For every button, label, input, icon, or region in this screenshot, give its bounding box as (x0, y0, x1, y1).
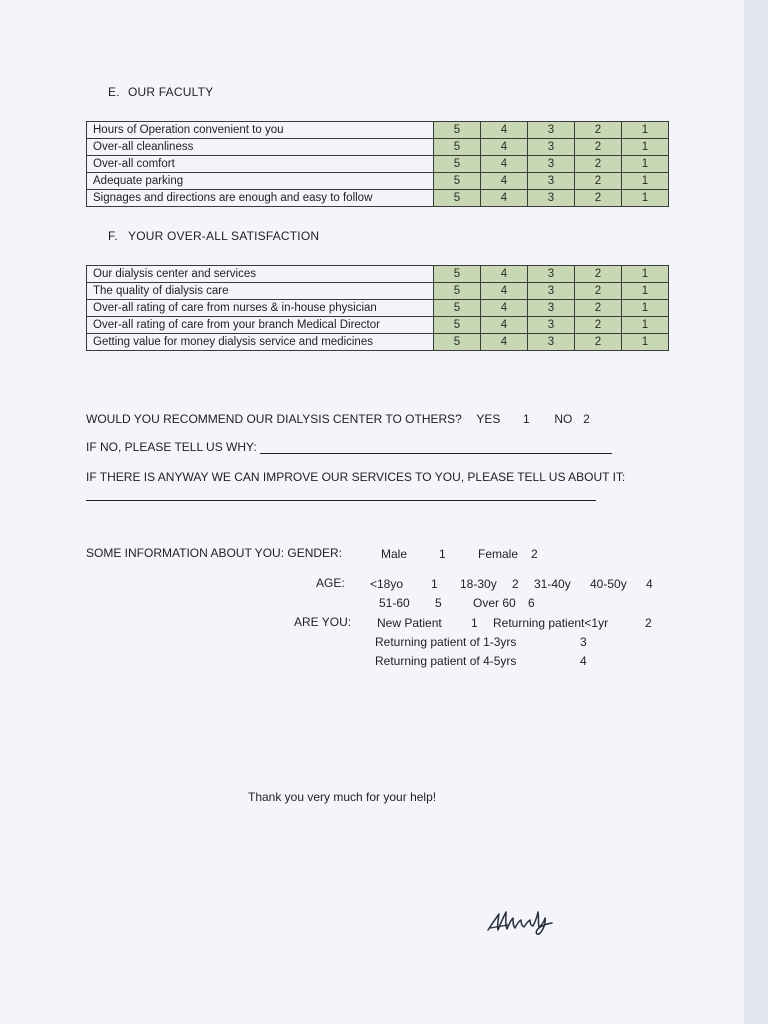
faculty-question: Over-all comfort (87, 156, 434, 173)
recommend-yes-label[interactable]: YES (476, 412, 501, 426)
satisfaction-score-cell[interactable]: 3 (528, 300, 575, 317)
satisfaction-score-cell[interactable]: 4 (481, 317, 528, 334)
section-f-heading: YOUR OVER-ALL SATISFACTION (128, 229, 320, 243)
gender-male-code: 1 (439, 547, 446, 561)
gender-female-code: 2 (531, 547, 538, 561)
recommend-question: WOULD YOU RECOMMEND OUR DIALYSIS CENTER TO OTHERS? (86, 412, 462, 426)
satisfaction-score-cell[interactable]: 4 (481, 266, 528, 283)
if-no-line (86, 439, 612, 454)
satisfaction-score-cell[interactable]: 4 (481, 300, 528, 317)
faculty-score-cell[interactable]: 2 (575, 190, 622, 207)
faculty-row (87, 190, 669, 207)
faculty-score-cell[interactable]: 2 (575, 173, 622, 190)
faculty-score-cell[interactable]: 1 (622, 156, 669, 173)
faculty-row (87, 139, 669, 156)
improve-answer-field[interactable] (86, 500, 596, 501)
faculty-score-cell[interactable]: 2 (575, 156, 622, 173)
patient-returning-1-3-code: 3 (580, 635, 587, 649)
age-40-50[interactable]: 40-50y (590, 577, 627, 591)
recommend-no-label[interactable]: NO (554, 412, 573, 426)
satisfaction-rating-table (86, 265, 669, 351)
patient-returning-4-5-code: 4 (580, 654, 587, 668)
satisfaction-question: Over-all rating of care from your branch Medical Director (87, 317, 434, 334)
faculty-row (87, 173, 669, 190)
faculty-question: Signages and directions are enough and easy to follow (87, 190, 434, 207)
age-18-30[interactable]: 18-30y (460, 577, 497, 591)
satisfaction-score-cell[interactable]: 1 (622, 283, 669, 300)
satisfaction-question: Over-all rating of care from nurses & in-house physician (87, 300, 434, 317)
recommend-no-code: 2 (583, 412, 590, 426)
faculty-score-cell[interactable]: 3 (528, 139, 575, 156)
satisfaction-score-cell[interactable]: 5 (434, 266, 481, 283)
satisfaction-question: Our dialysis center and services (87, 266, 434, 283)
section-e-letter: E. (108, 85, 120, 99)
section-e-title (108, 85, 213, 99)
faculty-score-cell[interactable]: 3 (528, 122, 575, 139)
age-over60[interactable]: Over 60 (473, 596, 516, 610)
faculty-row (87, 156, 669, 173)
patient-returning-lt1-code: 2 (645, 616, 652, 630)
improve-label: IF THERE IS ANYWAY WE CAN IMPROVE OUR SERVICES TO YOU, PLEASE TELL US ABOUT IT: (86, 470, 626, 484)
if-no-answer-field[interactable] (260, 439, 612, 454)
faculty-score-cell[interactable]: 1 (622, 139, 669, 156)
satisfaction-score-cell[interactable]: 1 (622, 334, 669, 351)
faculty-score-cell[interactable]: 1 (622, 190, 669, 207)
satisfaction-score-cell[interactable]: 2 (575, 266, 622, 283)
satisfaction-row (87, 317, 669, 334)
faculty-score-cell[interactable]: 4 (481, 173, 528, 190)
faculty-score-cell[interactable]: 5 (434, 173, 481, 190)
age-51-60[interactable]: 51-60 (379, 596, 410, 610)
satisfaction-row (87, 283, 669, 300)
faculty-score-cell[interactable]: 2 (575, 122, 622, 139)
faculty-score-cell[interactable]: 1 (622, 173, 669, 190)
satisfaction-question: The quality of dialysis care (87, 283, 434, 300)
faculty-score-cell[interactable]: 5 (434, 156, 481, 173)
faculty-question: Adequate parking (87, 173, 434, 190)
gender-male[interactable]: Male (381, 547, 408, 561)
faculty-score-cell[interactable]: 5 (434, 139, 481, 156)
satisfaction-row (87, 266, 669, 283)
faculty-score-cell[interactable]: 3 (528, 173, 575, 190)
faculty-score-cell[interactable]: 4 (481, 139, 528, 156)
faculty-score-cell[interactable]: 4 (481, 156, 528, 173)
patient-returning-4-5[interactable]: Returning patient of 4-5yrs (375, 654, 517, 668)
patient-returning-1-3[interactable]: Returning patient of 1-3yrs (375, 635, 517, 649)
are-you-label: ARE YOU: (294, 615, 352, 629)
faculty-question: Over-all cleanliness (87, 139, 434, 156)
faculty-score-cell[interactable]: 4 (481, 190, 528, 207)
satisfaction-score-cell[interactable]: 3 (528, 266, 575, 283)
satisfaction-score-cell[interactable]: 1 (622, 266, 669, 283)
recommend-yes-code: 1 (523, 412, 530, 426)
satisfaction-question: Getting value for money dialysis service and medicines (87, 334, 434, 351)
satisfaction-score-cell[interactable]: 5 (434, 283, 481, 300)
age-51-60-code: 5 (435, 596, 442, 610)
faculty-score-cell[interactable]: 2 (575, 139, 622, 156)
recommend-line (86, 412, 590, 426)
satisfaction-score-cell[interactable]: 2 (575, 283, 622, 300)
faculty-score-cell[interactable]: 3 (528, 190, 575, 207)
satisfaction-score-cell[interactable]: 3 (528, 334, 575, 351)
satisfaction-score-cell[interactable]: 1 (622, 300, 669, 317)
satisfaction-score-cell[interactable]: 3 (528, 317, 575, 334)
page-edge (744, 0, 768, 1024)
faculty-rating-table (86, 121, 669, 207)
age-18-30-code: 2 (512, 577, 519, 591)
age-lt18[interactable]: <18yo (370, 577, 404, 591)
satisfaction-score-cell[interactable]: 4 (481, 334, 528, 351)
satisfaction-score-cell[interactable]: 3 (528, 283, 575, 300)
age-lt18-code: 1 (431, 577, 438, 591)
patient-new[interactable]: New Patient (377, 616, 442, 630)
section-f-title (108, 229, 319, 243)
satisfaction-score-cell[interactable]: 2 (575, 300, 622, 317)
faculty-score-cell[interactable]: 5 (434, 190, 481, 207)
satisfaction-row (87, 334, 669, 351)
satisfaction-score-cell[interactable]: 5 (434, 334, 481, 351)
faculty-question: Hours of Operation convenient to you (87, 122, 434, 139)
section-e-heading: OUR FACULTY (128, 85, 214, 99)
age-40-50-code: 4 (646, 577, 653, 591)
age-31-40[interactable]: 31-40y (534, 577, 571, 591)
faculty-score-cell[interactable]: 1 (622, 122, 669, 139)
satisfaction-score-cell[interactable]: 2 (575, 317, 622, 334)
satisfaction-score-cell[interactable]: 5 (434, 300, 481, 317)
signature-icon (486, 898, 558, 938)
about-intro: SOME INFORMATION ABOUT YOU: GENDER: (86, 546, 343, 560)
age-label: AGE: (316, 576, 345, 590)
patient-returning-lt1[interactable]: Returning patient<1yr (493, 616, 609, 630)
satisfaction-score-cell[interactable]: 1 (622, 317, 669, 334)
patient-new-code: 1 (471, 616, 478, 630)
faculty-score-cell[interactable]: 5 (434, 122, 481, 139)
age-over60-code: 6 (528, 596, 535, 610)
satisfaction-score-cell[interactable]: 4 (481, 283, 528, 300)
satisfaction-row (87, 300, 669, 317)
section-f-letter: F. (108, 229, 118, 243)
satisfaction-score-cell[interactable]: 5 (434, 317, 481, 334)
gender-female[interactable]: Female (478, 547, 519, 561)
satisfaction-score-cell[interactable]: 2 (575, 334, 622, 351)
faculty-score-cell[interactable]: 3 (528, 156, 575, 173)
faculty-row (87, 122, 669, 139)
if-no-label: IF NO, PLEASE TELL US WHY: (86, 440, 257, 454)
faculty-score-cell[interactable]: 4 (481, 122, 528, 139)
thank-you-text: Thank you very much for your help! (248, 790, 437, 804)
